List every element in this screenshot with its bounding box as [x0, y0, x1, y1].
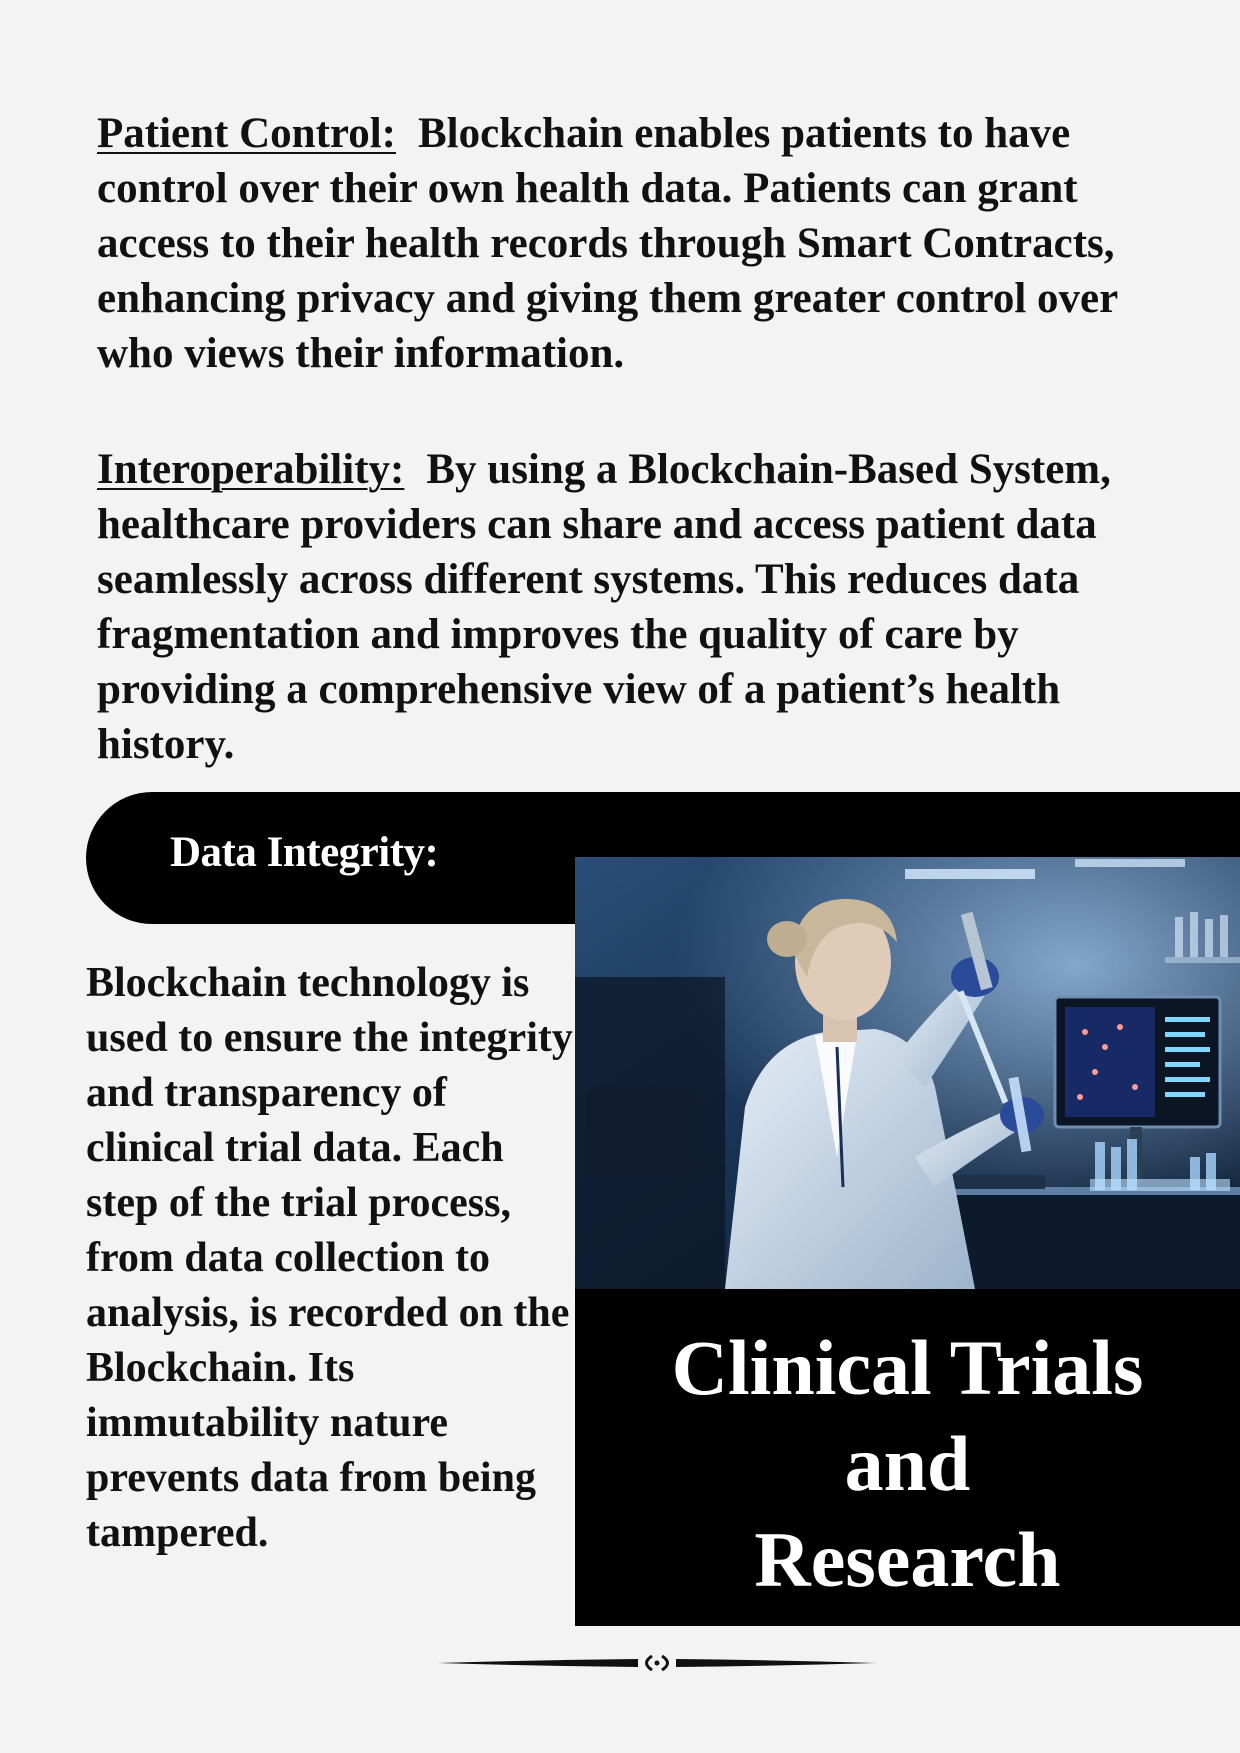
- data-integrity-heading: Data Integrity:: [170, 829, 439, 876]
- interoperability-body: By using a Blockchain-Based System, healthcare providers can share and access patient data seamlessly across different systems. This reduces data fragmentation and improves the quality of care by providing a comprehensive view of a patient’s health history.: [97, 446, 1111, 768]
- clinical-trials-title: Clinical Trials and Research: [671, 1324, 1144, 1603]
- interoperability-paragraph: [97, 442, 1157, 772]
- patient-control-body: Blockchain enables patients to have control over their own health data. Patients can grant access to their health records through Smart Contracts, enhancing privacy and giving them greater control over who views their information.: [97, 110, 1118, 377]
- lab-scientist-image: [575, 857, 1240, 1289]
- data-integrity-body: Blockchain technology is used to ensure the integrity and transparency of clinical trial data. Each step of the trial process, from data collection to analysis, is recorded on the Blockchain. Its immutability nature prevents data from being tampered.: [86, 960, 573, 1556]
- patient-control-paragraph: [97, 106, 1157, 381]
- interoperability-heading: Interoperability:: [97, 446, 405, 493]
- ornamental-divider: [438, 1648, 876, 1678]
- lab-scene-illustration: [575, 857, 1240, 1289]
- patient-control-heading: Patient Control:: [97, 110, 396, 157]
